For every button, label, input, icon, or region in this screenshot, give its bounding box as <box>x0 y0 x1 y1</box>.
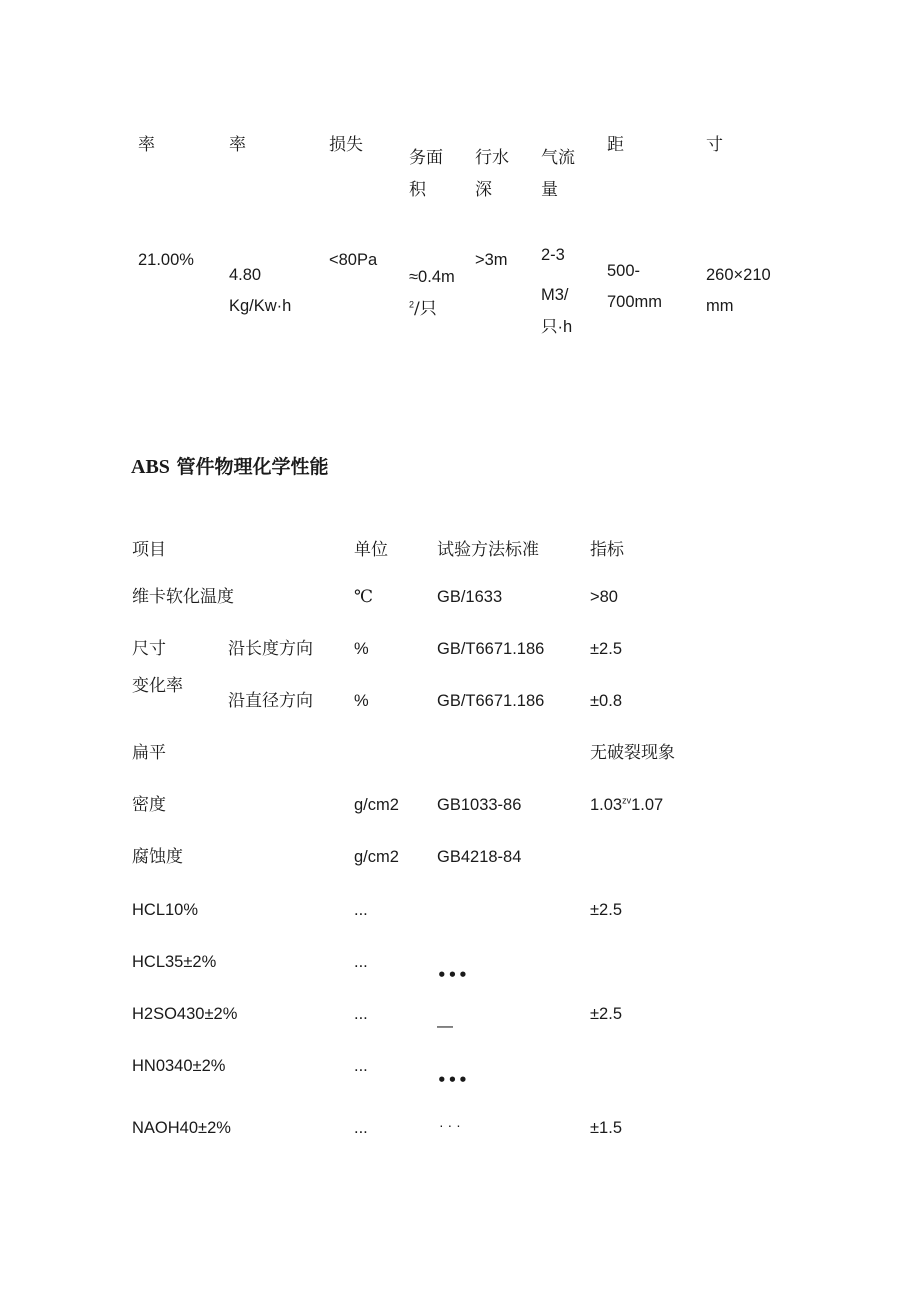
row-method: GB1033-86 <box>437 796 522 814</box>
row-name: 密度 <box>132 795 166 815</box>
sub-row-length-index: ±2.5 <box>590 640 622 658</box>
header-area-line1: 务面 <box>409 148 443 168</box>
section-title-latin: ABS <box>131 456 170 478</box>
col-header-item: 项目 <box>132 540 166 560</box>
row-unit: ... <box>354 953 368 971</box>
header-depth-line2: 深 <box>475 180 492 200</box>
header-loss: 损失 <box>329 135 363 155</box>
row-name: HN0340±2% <box>132 1057 226 1075</box>
row-method: — <box>437 1018 453 1035</box>
section-title <box>131 452 329 479</box>
row-name: 扁平 <box>132 743 166 763</box>
header-size: 寸 <box>706 135 723 155</box>
header-airflow-line2: 量 <box>541 180 558 200</box>
row-name: 腐蚀度 <box>132 847 183 867</box>
value-area-unit: /只 <box>414 299 437 319</box>
section-title-cjk: 管件物理化学性能 <box>169 456 329 478</box>
col-header-unit: 单位 <box>354 540 388 560</box>
row-unit: g/cm2 <box>354 796 399 814</box>
row-index: ±1.5 <box>590 1119 622 1137</box>
sub-row-diameter-unit: % <box>354 692 369 710</box>
row-name: HCL10% <box>132 901 199 919</box>
value-area-line2 <box>409 294 437 324</box>
row-method: ••• <box>437 1071 469 1089</box>
value-area-line1: ≈0.4m <box>409 268 455 286</box>
row-unit: ℃ <box>354 587 374 607</box>
header-rate-1: 率 <box>138 135 155 155</box>
value-depth: >3m <box>475 251 508 269</box>
row-unit: g/cm2 <box>354 848 399 866</box>
value-distance-line1: 500- <box>607 262 641 280</box>
row-name: 维卡软化温度 <box>132 587 234 607</box>
row-method: ••• <box>437 966 469 984</box>
row-name: HCL35±2% <box>132 953 217 971</box>
value-size-line1: 260×210 <box>706 266 771 284</box>
row-unit: ... <box>354 1057 368 1075</box>
row-unit: ... <box>354 901 368 919</box>
col-header-method: 试验方法标准 <box>437 540 539 560</box>
col-header-index: 指标 <box>590 540 624 560</box>
value-loss: <80Pa <box>329 251 378 269</box>
sub-row-diameter: 沿直径方向 <box>228 691 313 711</box>
row-unit: ... <box>354 1119 368 1137</box>
value-power-line2: Kg/Kw·h <box>229 297 292 315</box>
row-index: ±2.5 <box>590 901 622 919</box>
row-index: ±2.5 <box>590 1005 622 1023</box>
header-depth-line1: 行水 <box>475 148 509 168</box>
header-rate-2: 率 <box>229 135 246 155</box>
row-index-min: 1.03 <box>590 796 623 814</box>
row-name-line2: 变化率 <box>132 676 183 696</box>
value-distance-line2: 700mm <box>607 293 663 311</box>
row-index <box>590 790 663 820</box>
row-index-max: 1.07 <box>631 796 664 814</box>
value-airflow-line1: 2-3 <box>541 246 565 264</box>
row-method: GB/1633 <box>437 588 503 606</box>
row-name: NAOH40±2% <box>132 1119 231 1137</box>
sub-row-diameter-method: GB/T6671.186 <box>437 692 545 710</box>
sub-row-length-unit: % <box>354 640 369 658</box>
row-name: H2SO430±2% <box>132 1005 238 1023</box>
value-rate: 21.00% <box>138 251 194 269</box>
row-index: >80 <box>590 588 618 606</box>
row-index-separator: zv <box>622 795 632 806</box>
value-area-superscript: 2 <box>409 299 415 310</box>
header-airflow-line1: 气流 <box>541 148 575 168</box>
row-index: 无破裂现象 <box>590 743 675 763</box>
value-airflow-line3: 只·h <box>541 318 573 336</box>
header-area-line2: 积 <box>409 180 426 200</box>
value-size-line2: mm <box>706 297 734 315</box>
row-method: GB4218-84 <box>437 848 522 866</box>
value-airflow-line2: M3/ <box>541 286 569 304</box>
row-method: · · · <box>439 1117 461 1133</box>
sub-row-length: 沿长度方向 <box>228 639 313 659</box>
sub-row-length-method: GB/T6671.186 <box>437 640 545 658</box>
value-power-line1: 4.80 <box>229 266 262 284</box>
header-distance: 距 <box>607 135 624 155</box>
row-unit: ... <box>354 1005 368 1023</box>
sub-row-diameter-index: ±0.8 <box>590 692 622 710</box>
row-name-line1: 尺寸 <box>132 639 166 659</box>
